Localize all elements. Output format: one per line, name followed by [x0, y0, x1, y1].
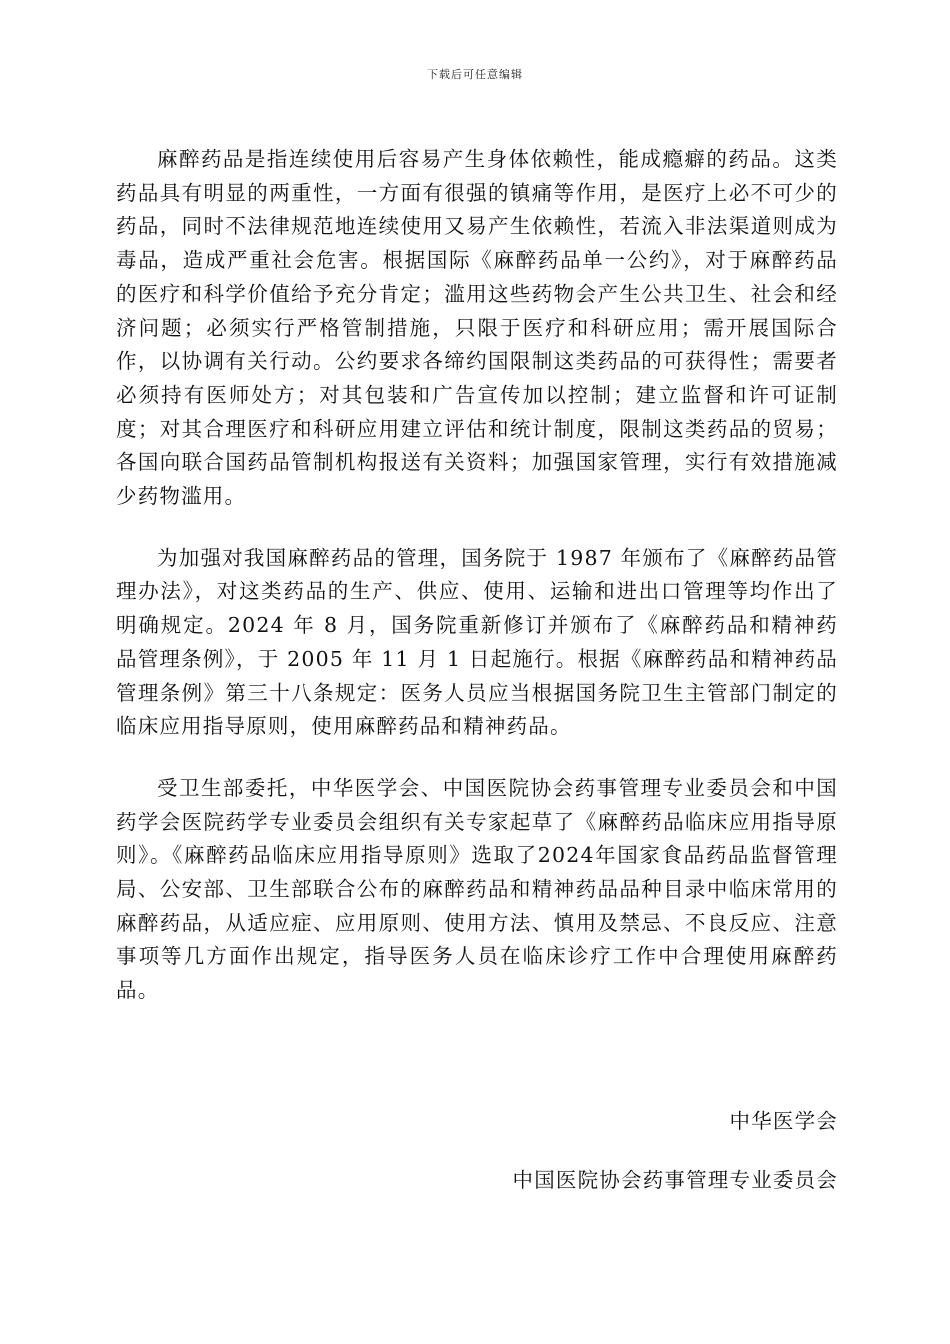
paragraph-guideline-drafting: 受卫生部委托，中华医学会、中国医院协会药事管理专业委员会和中国药学会医院药学专业委员会组织有关专家起草了《麻醉药品临床应用指导原则》。《麻醉药品临床应用指导原则》选取了2024年国家食品药品监督管理局、公安部、卫生部联合公布的麻醉药品和精神药品品种目录中临床常用的麻醉药品，从适应症、应用原则、使用方法、慎用及禁忌、不良反应、注意事项等几方面作出规定，指导医务人员在临床诊疗工作中合理使用麻醉药品。	[116, 775, 838, 1003]
document-body	[116, 143, 838, 1036]
paragraph-china-regulation: 为加强对我国麻醉药品的管理，国务院于 1987 年颁布了《麻醉药品管理办法》，对这类药品的生产、供应、使用、运输和进出口管理等均作出了明确规定。2024 年 8 月，国务院重新修订并颁布了《麻醉药品和精神药品管理条例》，于 2005 年 11 月 1 日起施行。根据《麻醉药品和精神药品管理条例》第三十八条规定：医务人员应当根据国务院卫生主管部门制定的临床应用指导原则，使用麻醉药品和精神药品。	[116, 545, 838, 739]
page-header-note: 下载后可任意编辑	[427, 68, 523, 81]
paragraph-narcotics-definition: 麻醉药品是指连续使用后容易产生身体依赖性，能成瘾癖的药品。这类药品具有明显的两重性，一方面有很强的镇痛等作用，是医疗上必不可少的药品，同时不法律规范地连续使用又易产生依赖性，若流入非法渠道则成为毒品，造成严重社会危害。根据国际《麻醉药品单一公约》，对于麻醉药品的医疗和科学价值给予充分肯定；滥用这些药物会产生公共卫生、社会和经济问题；必须实行严格管制措施，只限于医疗和科研应用；需开展国际合作，以协调有关行动。公约要求各缔约国限制这类药品的可获得性；需要者必须持有医师处方；对其包装和广告宣传加以控制；建立监督和许可证制度；对其合理医疗和科研应用建立评估和统计制度，限制这类药品的贸易；各国向联合国药品管制机构报送有关资料；加强国家管理，实行有效措施减少药物滥用。	[116, 147, 838, 509]
signature-chinese-medical-association: 中华医学会	[729, 1109, 838, 1133]
signature-hospital-pharmacy-committee: 中国医院协会药事管理专业委员会	[512, 1168, 838, 1192]
